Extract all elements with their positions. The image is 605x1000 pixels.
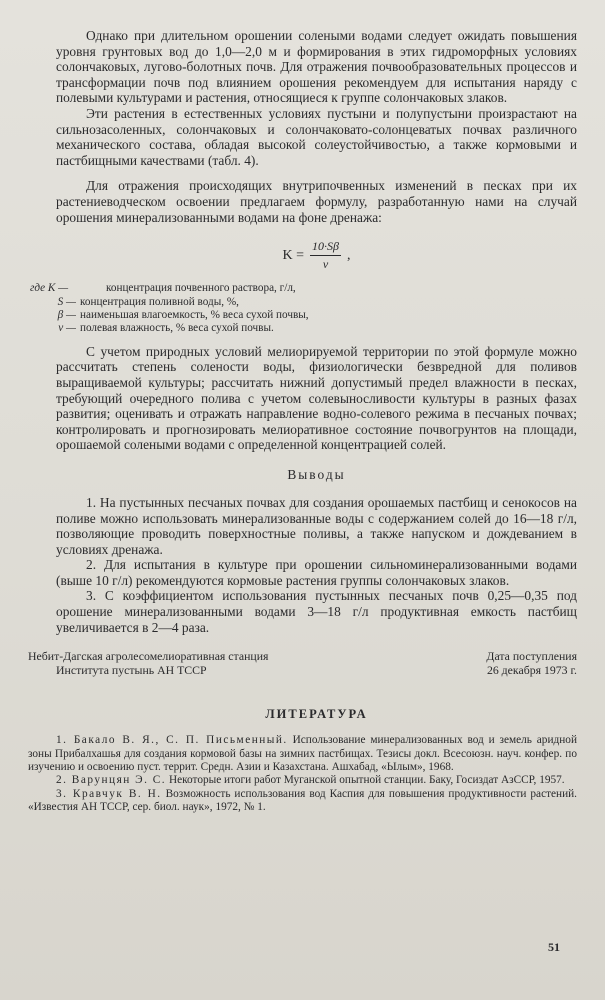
paragraph-2 <box>56 106 577 168</box>
reference-text: Использование минерализованных вод и земель аридной зоны Прибалхашья для создания кормовой базы на зимних пастбищах. Тезисы докл. Всесоюзн. науч. конфер. по изучению и освоению пуст. террит. Средн. Азии и Казахстана. Ашхабад, «Ылым», 1968. <box>28 734 577 774</box>
paragraph-1 <box>56 28 577 106</box>
paragraph-1-text: Однако при длительном орошении солеными водами следует ожидать повышения уровня грунтовых вод до 1,0—2,0 м и формирования в этих гидроморфных условиях солончаковых, лугово-болотных почв. Для отражения почвообразовательных процессов и трансформации почв под влиянием орошения рекомендуем для испытания наряду с полевыми культурами и растения, относящиеся к группе солончаковых злаков. <box>56 28 577 106</box>
definition-row <box>30 322 577 335</box>
paragraph-3-text: Для отражения происходящих внутрипочвенных изменений в песках при их растениеводческом освоении предлагаем формулу, разработанную нами на случай орошения минерализованными водами на фоне дренажа: <box>56 178 577 225</box>
conclusion-2 <box>56 557 577 588</box>
formula-fraction <box>310 239 341 272</box>
received-date <box>486 649 577 677</box>
reference-author: 2. Варунцян Э. С. <box>56 774 167 787</box>
formula-definitions <box>30 282 577 336</box>
definition-text: концентрация почвенного раствора, г/л, <box>106 282 296 295</box>
formula-trail: , <box>347 247 351 263</box>
affiliation <box>28 649 268 677</box>
formula-denominator: v <box>322 257 329 272</box>
paragraph-3 <box>56 178 577 225</box>
affiliation-station: Небит-Дагская агролесомелиоративная станция <box>28 649 269 664</box>
reference-author: 3. Кравчук В. Н. <box>56 787 162 800</box>
conclusion-1 <box>56 495 577 557</box>
definition-text: полевая влажность, % веса сухой почвы. <box>80 322 274 335</box>
reference-text: Возможность использования вод Каспия для повышения продуктивности растений. «Известия АН ТССР, сер. биол. наук», 1972, № 1. <box>28 787 577 814</box>
received-date-label: Дата поступления <box>486 649 577 664</box>
definition-symbol: S — <box>57 295 76 308</box>
salinity-formula <box>56 239 577 272</box>
definition-row <box>30 296 577 309</box>
reference-item <box>28 734 577 774</box>
affiliation-institute: Института пустынь АН ТССР <box>56 663 207 678</box>
definition-symbol: v — <box>58 322 76 335</box>
conclusion-2-text: 2. Для испытания в культуре при орошении сильноминерализованными водами (выше 10 г/л) рекомендуются кормовые растения группы солончаковых злаков. <box>56 557 577 588</box>
conclusion-1-text: 1. На пустынных песчаных почвах для создания орошаемых пастбищ и сенокосов на поливе можно использовать минерализованные воды с содержанием солей до 16—18 г/л, позволяющие проводить поверхностные поливы, а также напуском и дождеванием в условиях дренажа. <box>56 494 577 557</box>
formula-numerator: 10·Sβ <box>310 239 341 256</box>
reference-item <box>28 774 577 787</box>
conclusion-3 <box>56 588 577 635</box>
paragraph-2-text: Эти растения в естественных условиях пустыни и полупустыни произрастают на сильнозасоленных, солончаковых и солончаковато-солонцеватых почвах различного механического состава, обладая высокой солеустойчивостью, а также кормовыми и пастбищными качествами (табл. 4). <box>56 105 577 168</box>
conclusion-3-text: 3. С коэффициентом использования пустынных песчаных почв 0,25—0,35 под орошение минерализованными водами 3—18 г/л продуктивная емкость пастбищ увеличивается в 2—4 раза. <box>56 588 577 635</box>
literature-heading: ЛИТЕРАТУРА <box>265 707 368 722</box>
reference-item <box>28 788 577 815</box>
definition-text: концентрация поливной воды, %, <box>80 295 239 308</box>
formula-lhs: K = <box>282 247 305 263</box>
paragraph-4 <box>56 344 577 453</box>
paragraph-4-text: С учетом природных условий мелиорируемой территории по этой формуле можно рассчитать степень солености воды, физиологически безвредной для поливов выращиваемой культуры; рассчитать нижний допустимый предел влажности в песках, требующий очередного полива с учетом солевыносливости культуры в разных фазах развития; оценивать и отражать направление водно-солевого режима в песчаных почвах; контролировать и прогнозировать мелиоративное состояние почвогрунтов на площади, орошаемой солеными водами с определенной концентрацией солей. <box>56 343 577 453</box>
definition-row <box>30 282 577 295</box>
reference-text: Некоторые итоги работ Муганской опытной станции. Баку, Госиздат АзССР, 1957. <box>166 774 565 787</box>
definition-row <box>30 309 577 322</box>
definition-symbol: где K — <box>30 282 69 295</box>
received-date-value: 26 декабря 1973 г. <box>486 663 577 678</box>
definition-text: наименьшая влагоемкость, % веса сухой почвы, <box>80 308 309 321</box>
affiliation-block <box>28 649 577 677</box>
reference-author: 1. Бакало В. Я., С. П. Письменный. <box>56 734 288 747</box>
conclusions-heading: Выводы <box>287 466 346 482</box>
definition-symbol: β — <box>57 308 76 321</box>
page-number: 51 <box>548 940 560 954</box>
